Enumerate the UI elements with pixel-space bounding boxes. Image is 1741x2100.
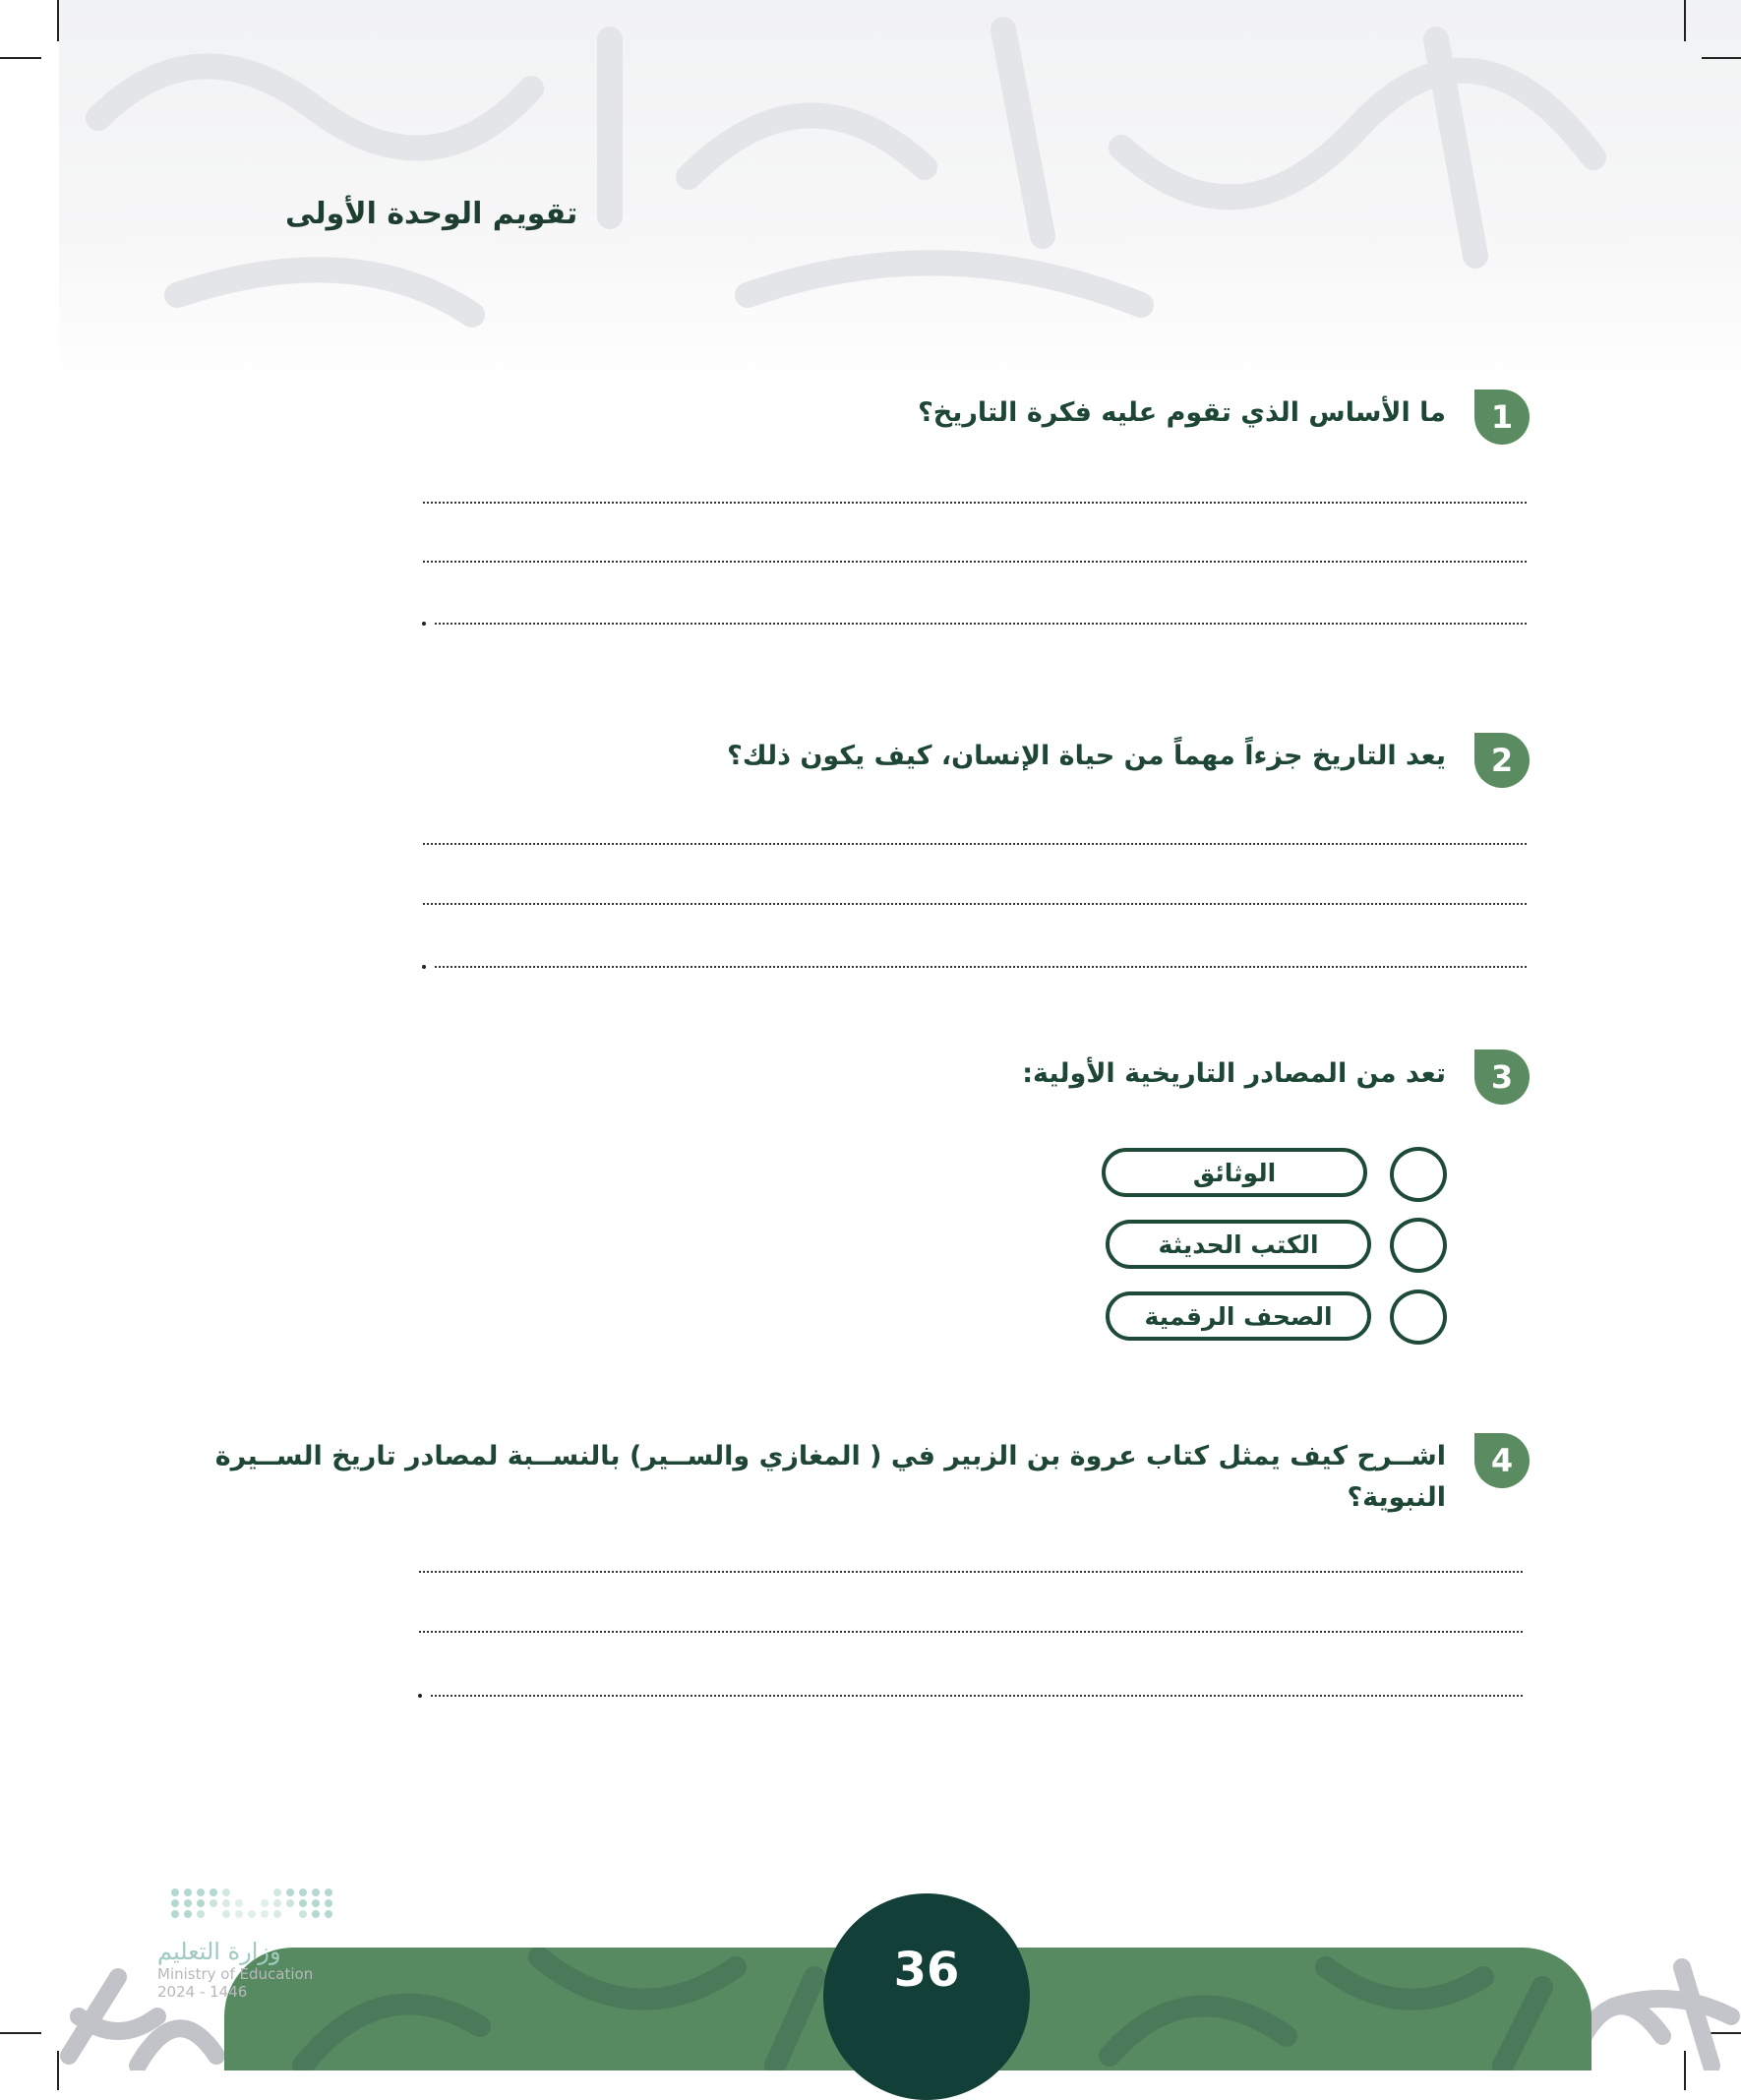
page-number: 36 xyxy=(893,1943,960,1998)
logo-arabic-name: وزارة التعليم xyxy=(157,1938,281,1965)
page-title: تقويم الوحدة الأولى xyxy=(285,197,578,231)
logo-dots xyxy=(171,1889,334,1918)
question-number-badge: 4 xyxy=(1474,1433,1530,1488)
crop-mark xyxy=(0,2032,41,2034)
question-text-line2: النبوية؟ xyxy=(1347,1482,1446,1513)
end-dot xyxy=(422,965,426,969)
crop-mark xyxy=(57,0,59,41)
answer-line[interactable] xyxy=(423,502,1527,504)
option-radio[interactable] xyxy=(1390,1218,1447,1273)
answer-line[interactable] xyxy=(419,1571,1523,1573)
answer-line[interactable] xyxy=(423,561,1527,563)
end-dot xyxy=(418,1694,422,1698)
question-number-badge: 3 xyxy=(1474,1050,1530,1105)
question-text: تعد من المصادر التاريخية الأولية: xyxy=(1022,1058,1446,1089)
answer-line[interactable] xyxy=(435,966,1527,968)
answer-line[interactable] xyxy=(435,623,1527,625)
option-radio[interactable] xyxy=(1390,1147,1447,1202)
logo-english-name: Ministry of Education xyxy=(157,1965,314,1983)
ministry-logo xyxy=(157,1889,334,2001)
question-text: ما الأساس الذي تقوم عليه فكرة التاريخ؟ xyxy=(918,397,1446,428)
question-number-badge: 2 xyxy=(1474,733,1530,788)
option-radio[interactable] xyxy=(1390,1290,1447,1345)
option-label[interactable]: الكتب الحديثة xyxy=(1106,1220,1371,1269)
question-text-line1: اشــرح كيف يمثل كتاب عروة بن الزبير في ( المغازي والســير) بالنســبة لمصادر تاريخ الســيرة xyxy=(214,1441,1446,1471)
question-text: يعد التاريخ جزءاً مهماً من حياة الإنسان، كيف يكون ذلك؟ xyxy=(727,741,1446,771)
answer-line[interactable] xyxy=(431,1695,1523,1697)
option-label[interactable]: الصحف الرقمية xyxy=(1106,1291,1371,1341)
crop-mark xyxy=(1702,57,1741,59)
option-label[interactable]: الوثائق xyxy=(1102,1148,1367,1197)
answer-line[interactable] xyxy=(419,1631,1523,1633)
page-number-circle xyxy=(823,1893,1030,2100)
end-dot xyxy=(422,622,426,626)
answer-line[interactable] xyxy=(423,843,1527,845)
answer-line[interactable] xyxy=(423,903,1527,905)
question-number-badge: 1 xyxy=(1474,390,1530,445)
logo-year: 2024 - 1446 xyxy=(157,1983,248,2001)
crop-mark xyxy=(0,57,41,59)
crop-mark xyxy=(1684,0,1686,41)
